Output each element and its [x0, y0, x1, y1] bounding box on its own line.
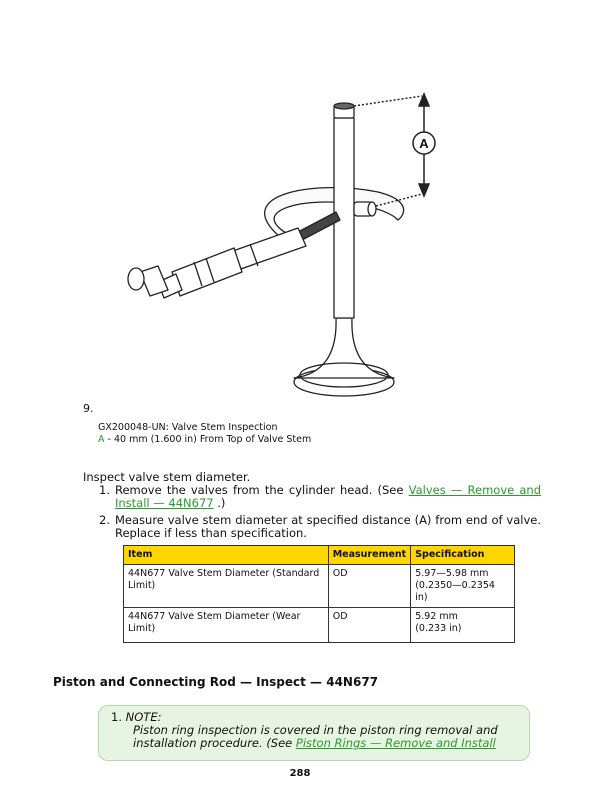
valve-stem-drawing — [110, 82, 480, 402]
caption-title: GX200048-UN: Valve Stem Inspection — [98, 422, 278, 433]
step-text-after: .) — [213, 496, 226, 510]
cell-specification — [411, 565, 515, 608]
specification-table — [123, 545, 515, 643]
spec-imperial: (0.233 in) — [415, 623, 462, 634]
table-header-row — [124, 546, 515, 565]
page-number: 288 — [289, 768, 311, 779]
step-item-number: 2. — [99, 513, 110, 527]
step-text: Measure valve stem diameter at specified distance (A) from end of valve. Replace if less than specification. — [115, 513, 541, 540]
cell-measurement: OD — [328, 565, 411, 608]
spec-metric: 5.92 mm — [415, 611, 458, 622]
table-row — [124, 608, 515, 643]
intro-text: Inspect valve stem diameter. — [83, 470, 251, 484]
step-text: Remove the valves from the cylinder head. (See — [115, 483, 409, 497]
step-number: 9. — [83, 402, 94, 415]
caption-legend — [98, 434, 338, 446]
table-row — [124, 565, 515, 608]
step-item — [99, 484, 541, 510]
callout-letter: A — [419, 136, 429, 151]
step-item — [99, 514, 541, 540]
cell-measurement: OD — [328, 608, 411, 643]
header-measurement: Measurement — [328, 546, 411, 565]
note-body: Piston ring inspection is covered in the piston ring removal and installation procedure. (See — [133, 723, 498, 750]
note-number: 1. — [111, 710, 122, 724]
note-text — [111, 724, 519, 750]
note-box — [98, 705, 530, 761]
section-heading: Piston and Connecting Rod — Inspect — 44N677 — [53, 675, 379, 689]
spec-imperial: (0.2350—0.2354 in) — [415, 580, 495, 603]
cell-specification — [411, 608, 515, 643]
step-item-number: 1. — [99, 483, 110, 497]
header-item: Item — [124, 546, 329, 565]
procedure-steps — [99, 484, 541, 544]
legend-text: - 40 mm (1.600 in) From Top of Valve Stem — [104, 434, 312, 445]
spec-metric: 5.97—5.98 mm — [415, 568, 489, 579]
header-specification: Specification — [411, 546, 515, 565]
figure-caption — [98, 422, 338, 446]
cell-item: 44N677 Valve Stem Diameter (Wear Limit) — [124, 608, 329, 643]
note-label: NOTE: — [125, 710, 162, 724]
piston-rings-link[interactable]: Piston Rings — Remove and Install — [295, 736, 496, 750]
legend-letter: A — [98, 434, 105, 445]
cell-item: 44N677 Valve Stem Diameter (Standard Limit) — [124, 565, 329, 608]
valves-remove-install-link[interactable]: Valves — Remove and Install — 44N677 — [115, 483, 542, 510]
valve-stem-illustration — [110, 82, 480, 402]
